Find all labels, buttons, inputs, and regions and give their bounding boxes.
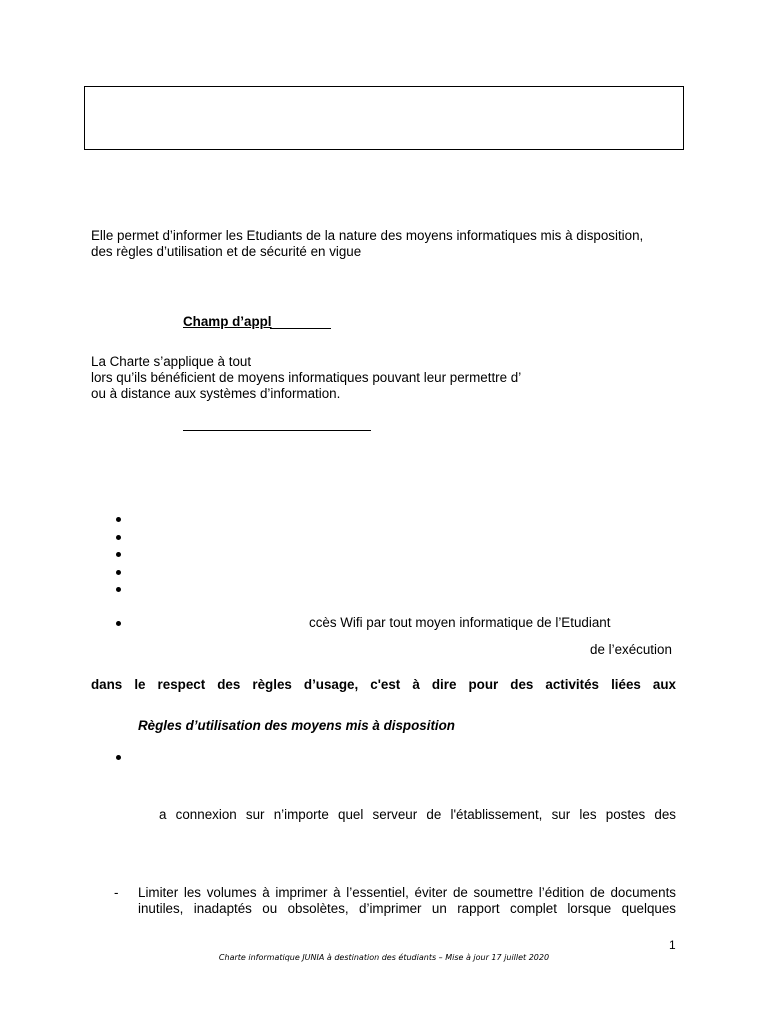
connexion-line: a connexion sur n’importe quel serveur de l'établissement, sur les postes des	[159, 807, 676, 822]
header-box	[84, 86, 684, 150]
scope-line-1: La Charte s’applique à tout	[91, 354, 252, 369]
page-footer: Charte informatique JUNIA à destination des étudiants – Mise à jour 17 juillet 2020	[218, 953, 550, 962]
bullet-marker	[116, 535, 121, 540]
dash-marker: -	[114, 885, 119, 900]
bullet-marker	[116, 621, 121, 626]
dash-item-line-1: Limiter les volumes à imprimer à l’essentiel, éviter de soumettre l’édition de documents	[138, 885, 676, 900]
bullet-marker	[116, 552, 121, 557]
dash-item-line-2: inutiles, inadaptés ou obsolètes, d’imprimer un rapport complet lorsque quelques	[138, 901, 676, 916]
page-number: 1	[669, 938, 676, 952]
bullet-marker	[116, 755, 121, 760]
intro-line-2: des règles d’utilisation et de sécurité en vigue	[91, 244, 362, 259]
bullet-marker	[116, 570, 121, 575]
usage-sentence: dans le respect des règles d’usage, c'est à dire pour des activités liées aux	[91, 677, 676, 692]
scope-line-2: lors qu’ils bénéficient de moyens informatiques pouvant leur permettre d’	[91, 370, 522, 385]
bullet-marker	[116, 587, 121, 592]
intro-line-1: Elle permet d’informer les Etudiants de la nature des moyens informatiques mis à disposition,	[91, 228, 644, 243]
heading-underline-blank	[183, 430, 371, 431]
bullet-marker	[116, 517, 121, 522]
wifi-bullet-text: ccès Wifi par tout moyen informatique de l’Etudiant	[309, 615, 611, 630]
scope-line-3: ou à distance aux systèmes d’information.	[91, 386, 341, 401]
heading-underline	[270, 328, 331, 329]
execution-fragment: de l’exécution	[590, 642, 672, 657]
section-heading-regles: Règles d’utilisation des moyens mis à disposition	[138, 718, 455, 733]
section-heading-champ: Champ d’appl	[183, 314, 272, 329]
